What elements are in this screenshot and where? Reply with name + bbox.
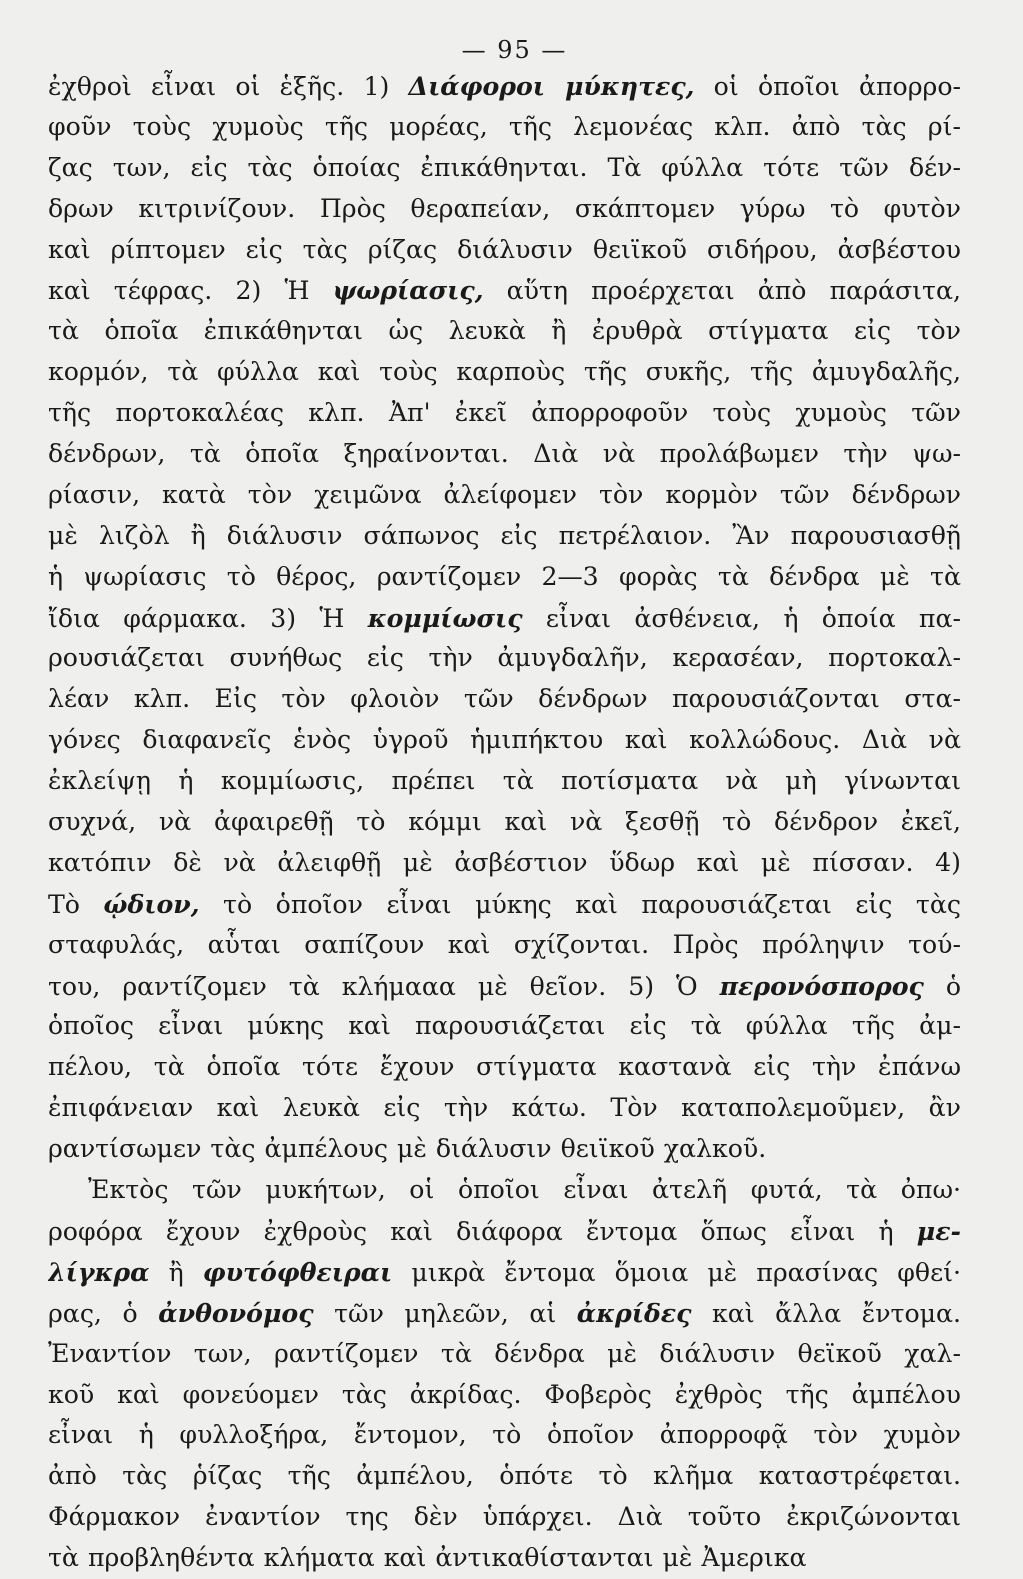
text-run: ἡ ψωρίασις τὸ θέρος, ραντίζομεν 2—3 φορὰς τὰ δένδρα μὲ τὰ [48,561,961,591]
text-line [48,352,961,393]
text-run: Φάρμακον ἐναντίον της δὲν ὑπάρχει. Διὰ τοῦτο ἐκριζώνονται [48,1502,961,1532]
text-run: δένδρων, τὰ ὁποῖα ξηραίνονται. Διὰ νὰ προλάβωμεν τὴν ψω- [48,439,961,469]
text-line [48,230,961,271]
text-run: γόνες διαφανεῖς ἑνὸς ὑγροῦ ἡμιπήκτου καὶ κολλώδους. Διὰ νὰ [48,725,961,755]
text-run: ὁποῖος εἶναι μύκης καὶ παρουσιάζεται εἰς τὰ φύλλα τῆς ἀμ- [48,1011,961,1041]
page-number: — 95 — [461,36,568,64]
text-line [48,1211,961,1252]
text-run: ρουσιάζεται συνήθως εἰς τὴν ἀμυγδαλῆν, κερασέαν, πορτοκαλ- [48,643,961,673]
text-line [48,1415,961,1456]
text-line [48,66,961,107]
text-run: μικρὰ ἔντομα ὅμοια μὲ πρασίνας φθεί· [392,1257,961,1287]
text-run: εἶναι ἡ φυλλοξήρα, ἔντομον, τὸ ὁποῖον ἀπορροφᾷ τὸν χυμὸν [48,1420,961,1450]
text-run: μὲ λιζὸλ ἢ διάλυσιν σάπωνος εἰς πετρέλαιον. Ἂν παρουσιασθῇ [48,520,961,550]
text-line [48,761,961,802]
text-run: ἐπιφάνειαν καὶ λευκὰ εἰς τὴν κάτω. Τὸν καταπολεμοῦμεν, ἂν [48,1093,961,1123]
text-line [48,148,961,189]
text-run: φοῦν τοὺς χυμοὺς τῆς μορέας, τῆς λεμονέας κλπ. ἀπὸ τὰς ρί- [48,111,961,141]
text-line [48,311,961,352]
text-line [48,1129,961,1170]
emphasized-term: ἀνθονόμος [158,1297,314,1328]
text-line [48,843,961,884]
emphasized-term: Διάφοροι μύκητες, [408,71,695,101]
text-run: ραντίσωμεν τὰς ἀμπέλους μὲ διάλυσιν θειϊκοῦ χαλκοῦ. [48,1134,767,1164]
text-run: σταφυλάς, αὗται σαπίζουν καὶ σχίζονται. Πρὸς πρόληψιν τού- [48,929,961,959]
text-run: εἶναι ἀσθένεια, ἡ ὁποία πα- [522,603,961,633]
text-line [48,1088,961,1129]
text-line [48,802,961,843]
text-line [48,1375,961,1416]
emphasized-term: ἀκρίδες [576,1297,692,1328]
text-run: ἐκλείψῃ ἡ κομμίωσις, πρέπει τὰ ποτίσματα νὰ μὴ γίνωνται [48,766,961,796]
emphasized-term: ῴδιον, [103,888,200,919]
text-line [48,107,961,148]
text-run: τῆς πορτοκαλέας κλπ. Ἀπ' ἐκεῖ ἀπορροφοῦν τοὺς χυμοὺς τῶν [48,398,961,428]
text-run: καὶ τέφρας. 2) Ἡ [48,276,333,306]
text-run: πέλου, τὰ ὁποῖα τότε ἔχουν στίγματα καστανὰ εἰς τὴν ἐπάνω [48,1052,961,1082]
text-run: του, ραντίζομεν τὰ κλήμααα μὲ θεῖον. 5) Ὁ [48,971,720,1001]
text-run: ζας των, εἰς τὰς ὁποίας ἐπικάθηνται. Τὰ φύλλα τότε τῶν δέν- [48,152,961,182]
text-line [48,516,961,557]
text-run: Ἐναντίον των, ραντίζομεν τὰ δένδρα μὲ διάλυσιν θεϊκοῦ χαλ- [48,1338,961,1368]
text-line [48,557,961,598]
text-run: λέαν κλπ. Εἰς τὸν φλοιὸν τῶν δένδρων παρουσιάζονται στα- [48,684,961,714]
text-run: καὶ ρίπτομεν εἰς τὰς ρίζας διάλυσιν θειϊκοῦ σιδήρου, ἀσβέστου [48,234,961,264]
text-line [48,925,961,966]
text-line [48,966,961,1007]
text-run: Ἐκτὸς τῶν μυκήτων, οἱ ὁποῖοι εἶναι ἀτελῆ φυτά, τὰ ὀπω· [88,1175,961,1205]
text-line [48,1047,961,1088]
text-run: ὁ [923,971,961,1001]
text-line [48,884,961,925]
text-line [48,720,961,761]
text-line [48,638,961,679]
text-run: ἀπὸ τὰς ῥίζας τῆς ἀμπέλου, ὁπότε τὸ κλῆμα καταστρέφεται. [48,1461,961,1491]
text-line [48,1006,961,1047]
text-run: τὰ ὁποῖα ἐπικάθηνται ὡς λευκὰ ἢ ἐρυθρὰ στίγματα εἰς τὸν [48,316,961,346]
text-run: ἢ [149,1257,203,1287]
text-run: ρας, ὁ [48,1298,159,1328]
text-run: κατόπιν δὲ νὰ ἀλειφθῇ μὲ ἀσβέστιον ὕδωρ καὶ μὲ πίσσαν. 4) [48,847,961,877]
paragraph [48,66,961,1170]
text-line [48,393,961,434]
emphasized-term: κομμίωσις [367,602,523,633]
text-line [48,598,961,639]
text-run: καὶ ἄλλα ἔντομα. [691,1298,961,1328]
text-run: ροφόρα ἔχουν ἐχθροὺς καὶ διάφορα ἔντομα ὅπως εἶναι ἡ [48,1216,917,1246]
emphasized-term: φυτόφθειραι [202,1256,393,1287]
text-line [48,1252,961,1293]
text-line [48,1456,961,1497]
text-line [48,1334,961,1375]
text-run: κορμόν, τὰ φύλλα καὶ τοὺς καρποὺς τῆς συκῆς, τῆς ἀμυγδαλῆς, [48,357,961,387]
text-run: ἐχθροὶ εἶναι οἱ ἑξῆς. 1) [48,72,409,101]
text-run: οἱ ὁποῖοι ἀπορρο- [694,72,961,101]
text-run: ἴδια φάρμακα. 3) Ἡ [48,603,368,633]
text-run: δρων κιτρινίζουν. Πρὸς θεραπείαν, σκάπτομεν γύρω τὸ φυτὸν [48,193,961,223]
emphasized-term: περονόσπορος [719,970,924,1001]
text-line [48,475,961,516]
text-run: αὕτη προέρχεται ἀπὸ παράσιτα, [483,276,961,306]
text-run: συχνά, νὰ ἀφαιρεθῇ τὸ κόμμι καὶ νὰ ξεσθῇ τὸ δένδρον ἐκεῖ, [48,807,961,837]
text-line [48,1497,961,1538]
text-run: κοῦ καὶ φονεύομεν τὰς ἀκρίδας. Φοβερὸς ἐχθρὸς τῆς ἀμπέλου [48,1379,961,1409]
emphasized-term: ψωρίασις, [332,275,484,306]
text-run: ρίασιν, κατὰ τὸν χειμῶνα ἀλείφομεν τὸν κορμὸν τῶν δένδρων [48,479,961,509]
text-line [48,270,961,311]
text-run: τῶν μηλεῶν, αἱ [313,1298,577,1328]
text-line [48,1170,961,1211]
text-line [48,1538,961,1579]
text-line [48,189,961,230]
text-run: Τὸ [48,889,104,919]
paragraph [48,1170,961,1579]
text-run: τὰ προβληθέντα κλήματα καὶ ἀντικαθίστανται μὲ Ἀμερικα [48,1543,807,1573]
text-line [48,434,961,475]
text-line [48,679,961,720]
body-text [48,66,961,1579]
text-run: τὸ ὁποῖον εἶναι μύκης καὶ παρουσιάζεται εἰς τὰς [199,889,961,919]
text-line [48,1293,961,1334]
emphasized-term: με- [916,1215,961,1246]
emphasized-term: λίγκρα [48,1256,150,1287]
